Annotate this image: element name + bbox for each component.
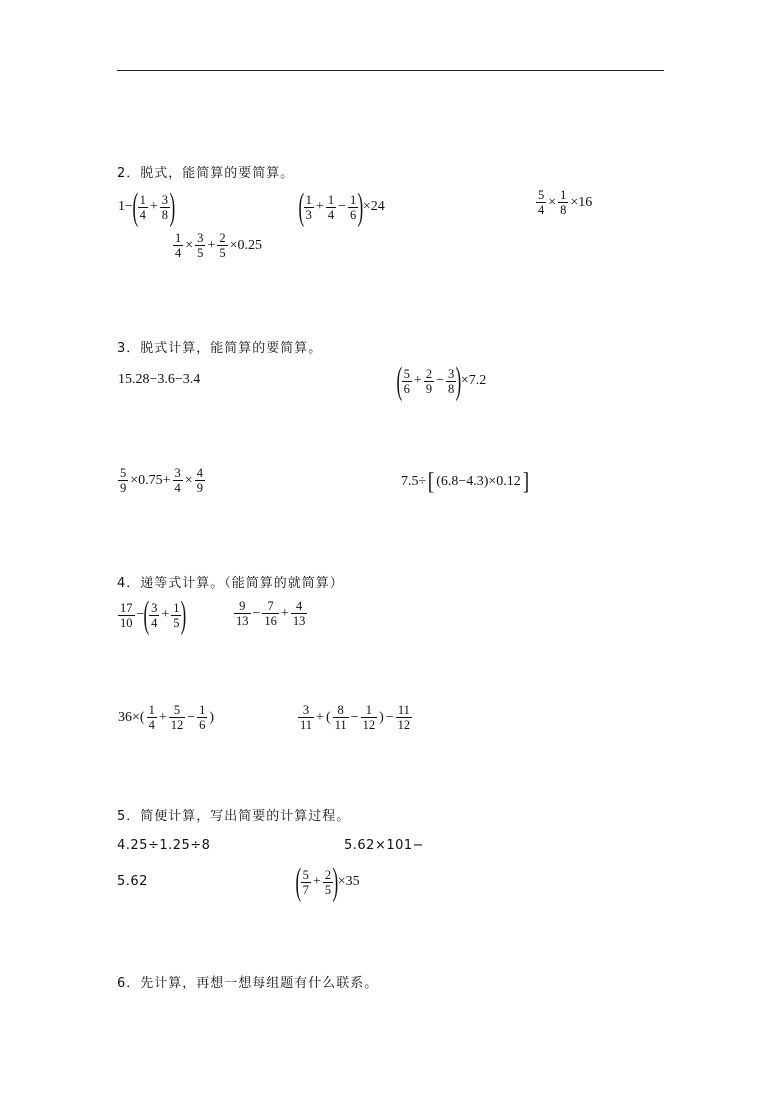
s5-expression-4 xyxy=(297,863,361,901)
s2-expression-1 xyxy=(117,188,174,226)
op: + xyxy=(161,607,170,622)
section-6-title: 6．先计算，再想一想每组题有什么联系。 xyxy=(117,976,379,991)
op: + xyxy=(316,709,324,725)
fraction: $\frac{1}{4}$ xyxy=(327,192,335,222)
paren-right: ) xyxy=(180,594,187,636)
term: ×35 xyxy=(337,874,360,889)
op: + xyxy=(149,199,158,214)
op: − xyxy=(436,373,444,388)
paren-right: ) xyxy=(379,709,384,725)
section-2-title: 2．脱式，能简算的要简算。 xyxy=(117,166,295,181)
op: − xyxy=(136,607,145,622)
s5-expression-2: 5.62×101− xyxy=(344,838,425,853)
s3-expression-4 xyxy=(400,470,530,494)
fraction: $\frac{1}{3}$ xyxy=(305,192,312,222)
fraction: $\frac{3}{11}$ xyxy=(300,703,313,732)
paren-left: ( xyxy=(132,186,139,228)
paren-right: ) xyxy=(332,861,339,903)
paren-left: ( xyxy=(295,861,302,903)
fraction: $\frac{3}{4}$ xyxy=(174,466,181,495)
fraction: $\frac{11}{12}$ xyxy=(397,703,411,732)
term: ×24 xyxy=(362,199,385,214)
fraction: $\frac{5}{9}$ xyxy=(120,466,127,495)
fraction: $\frac{5}{12}$ xyxy=(170,703,184,732)
paren-right: ) xyxy=(455,360,462,402)
section-3-title: 3．脱式计算，能简算的要简算。 xyxy=(117,341,323,356)
s4-expression-3 xyxy=(117,703,215,732)
fraction: $\frac{5}{4}$ xyxy=(538,188,545,217)
fraction: $\frac{1}{6}$ xyxy=(199,703,206,732)
fraction: $\frac{4}{13}$ xyxy=(292,599,306,628)
op: − xyxy=(338,199,346,214)
op: + xyxy=(413,373,422,388)
fraction: $\frac{1}{4}$ xyxy=(139,192,146,222)
fraction: $\frac{7}{16}$ xyxy=(264,599,277,628)
fraction: $\frac{2}{5}$ xyxy=(324,867,332,897)
s3-expression-3 xyxy=(117,466,206,495)
term: ×7.2 xyxy=(460,373,487,388)
op: − xyxy=(350,709,359,725)
s3-expression-1 xyxy=(117,372,201,388)
s4-expression-4 xyxy=(297,703,413,732)
paren-left: ( xyxy=(298,186,305,228)
op: × xyxy=(184,472,193,488)
fraction: $\frac{1}{8}$ xyxy=(560,188,567,217)
op: × xyxy=(548,194,557,210)
section-4-title: 4．递等式计算。（能简算的就简算） xyxy=(117,576,344,591)
op: − xyxy=(385,709,394,725)
bracket-right: ] xyxy=(522,469,530,495)
fraction: $\frac{1}{6}$ xyxy=(349,192,357,222)
term: 36×( xyxy=(118,709,145,725)
paren-left: ( xyxy=(325,709,331,725)
paren-left: ( xyxy=(396,360,403,402)
op: + xyxy=(280,605,289,621)
fraction: $\frac{1}{4}$ xyxy=(175,231,182,260)
s5-expression-1: 4.25÷1.25÷8 xyxy=(117,838,211,853)
term: 7.5÷ xyxy=(401,474,427,489)
op: − xyxy=(252,605,261,621)
fraction: $\frac{3}{5}$ xyxy=(197,231,204,260)
fraction: $\frac{8}{11}$ xyxy=(334,703,347,732)
fraction: $\frac{3}{8}$ xyxy=(447,366,455,396)
op: + xyxy=(312,874,321,889)
fraction: $\frac{1}{12}$ xyxy=(362,703,376,732)
term: ) xyxy=(209,709,215,725)
op: × xyxy=(185,237,194,253)
term: ×0.75+ xyxy=(130,472,171,488)
s2-expression-2 xyxy=(300,188,386,226)
fraction: $\frac{3}{8}$ xyxy=(161,192,168,222)
fraction: $\frac{17}{10}$ xyxy=(120,600,133,630)
s2-expression-4 xyxy=(172,231,263,260)
s2-expression-3 xyxy=(535,188,593,217)
term: ×16 xyxy=(570,194,593,210)
fraction: $\frac{1}{5}$ xyxy=(173,600,180,630)
fraction: $\frac{5}{6}$ xyxy=(403,366,410,396)
fraction: $\frac{2}{9}$ xyxy=(425,366,433,396)
s3-expression-2 xyxy=(398,362,487,400)
paren-right: ) xyxy=(169,186,176,228)
header-rule xyxy=(117,70,664,71)
op: + xyxy=(207,237,216,253)
fraction: $\frac{4}{9}$ xyxy=(196,466,203,495)
op: − xyxy=(187,709,196,725)
s4-expression-1 xyxy=(117,596,185,634)
s5-expression-3: 5.62 xyxy=(117,874,148,889)
bracket-left: [ xyxy=(427,469,435,495)
s4-expression-2 xyxy=(233,599,308,628)
op: + xyxy=(315,199,324,214)
term: ×0.25 xyxy=(229,237,262,253)
fraction: $\frac{3}{4}$ xyxy=(151,600,158,630)
term: (6.8−4.3)×0.12 xyxy=(436,474,521,489)
fraction: $\frac{2}{5}$ xyxy=(219,231,226,260)
paren-left: ( xyxy=(143,594,150,636)
section-5-title: 5．简便计算，写出简要的计算过程。 xyxy=(117,809,351,824)
fraction: $\frac{5}{7}$ xyxy=(302,867,309,897)
term: 15.28−3.6−3.4 xyxy=(118,372,201,387)
fraction: $\frac{9}{13}$ xyxy=(236,599,249,628)
op: + xyxy=(158,709,167,725)
paren-right: ) xyxy=(357,186,364,228)
term: 1− xyxy=(118,199,133,214)
fraction: $\frac{1}{4}$ xyxy=(148,703,155,732)
